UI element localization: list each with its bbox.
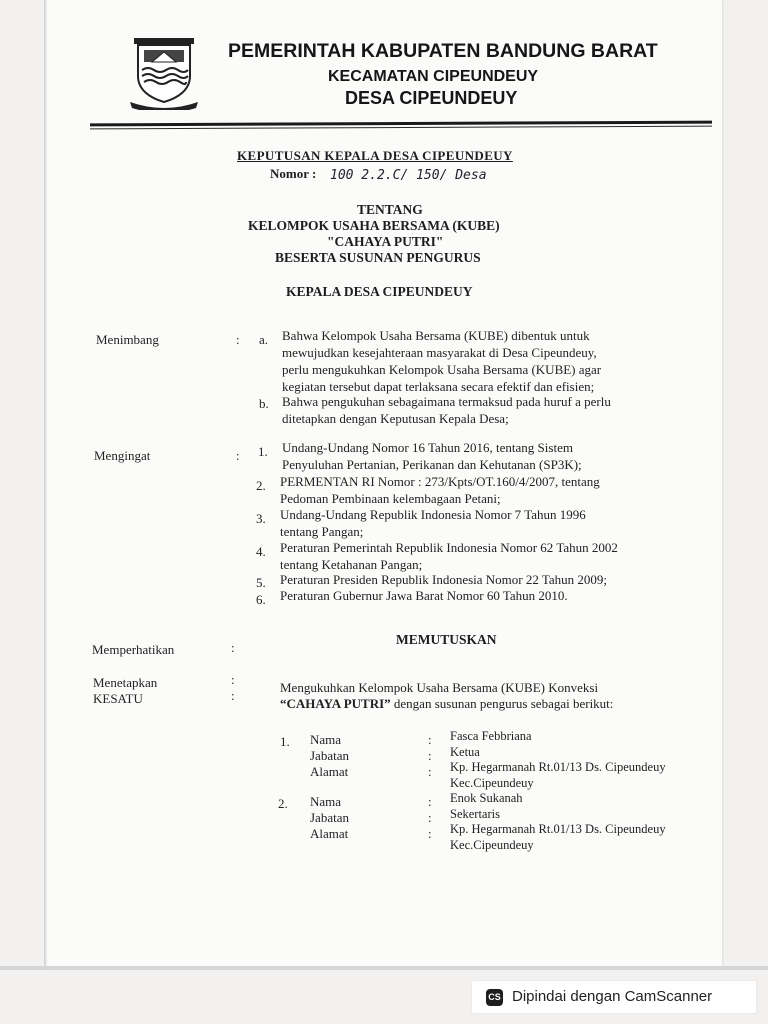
letterhead-line2: KECAMATAN CIPEUNDEUY <box>328 68 539 85</box>
mengingat-item-number: 5. <box>256 575 266 590</box>
kabupaten-emblem-icon <box>130 36 198 110</box>
camscanner-watermark <box>472 981 756 1013</box>
pengurus-number: 2. <box>278 796 288 811</box>
pengurus-colon: : <box>428 764 432 779</box>
pengurus-jabatan-label: Jabatan <box>310 748 349 763</box>
pengurus-alamat-label: Alamat <box>310 826 349 841</box>
mengingat-item-number: 1. <box>258 444 268 459</box>
menimbang-a-line1: Bahwa Kelompok Usaha Bersama (KUBE) dibentuk untuk <box>282 328 590 343</box>
menimbang-colon: : <box>236 332 240 347</box>
mengingat-item-line1: Peraturan Gubernur Jawa Barat Nomor 60 Tahun 2010. <box>280 588 568 603</box>
authority-heading: KEPALA DESA CIPEUNDEUY <box>286 284 473 299</box>
menimbang-b-line2: ditetapkan dengan Keputusan Kepala Desa; <box>282 411 509 426</box>
menimbang-a-line4: kegiatan tersebut dapat terlaksana secara efektif dan efisien; <box>282 379 595 394</box>
pengurus-nama-label: Nama <box>310 732 342 747</box>
pengurus-nama: Fasca Febbriana <box>450 729 532 743</box>
page-bottom-edge <box>0 966 768 970</box>
subject-line2: "CAHAYA PUTRI" <box>327 234 444 249</box>
mengingat-item-number: 3. <box>256 511 266 526</box>
memperhatikan-colon: : <box>231 640 235 655</box>
pengurus-alamat-line1: Kp. Hegarmanah Rt.01/13 Ds. Cipeundeuy <box>450 822 666 836</box>
memperhatikan-label: Memperhatikan <box>92 642 175 657</box>
pengurus-nama-label: Nama <box>310 794 342 809</box>
mengingat-item-line1: PERMENTAN RI Nomor : 273/Kpts/OT.160/4/2007, tentang <box>280 474 600 489</box>
subject-line1: KELOMPOK USAHA BERSAMA (KUBE) <box>248 218 500 233</box>
pengurus-nama: Enok Sukanah <box>450 791 523 805</box>
pengurus-jabatan: Ketua <box>450 745 480 759</box>
letterhead-line1: PEMERINTAH KABUPATEN BANDUNG BARAT <box>228 40 658 62</box>
tentang-heading: TENTANG <box>357 202 423 217</box>
pengurus-alamat-label: Alamat <box>310 764 349 779</box>
pengurus-colon: : <box>428 810 432 825</box>
mengingat-item-line1: Peraturan Pemerintah Republik Indonesia Nomor 62 Tahun 2002 <box>280 540 618 555</box>
mengingat-colon: : <box>236 448 240 463</box>
pengurus-jabatan-label: Jabatan <box>310 810 349 825</box>
mengingat-item-line1: Peraturan Presiden Republik Indonesia Nomor 22 Tahun 2009; <box>280 572 608 587</box>
menimbang-a-marker: a. <box>259 332 269 347</box>
pengurus-colon: : <box>428 748 432 763</box>
mengingat-item-number: 2. <box>256 478 266 493</box>
pengurus-colon: : <box>428 826 432 841</box>
pengurus-alamat-line2: Kec.Cipeundeuy <box>450 838 534 852</box>
pengurus-jabatan: Sekertaris <box>450 807 500 821</box>
mengingat-item-number: 6. <box>256 592 266 607</box>
pengurus-number: 1. <box>280 734 290 749</box>
kesatu-line2 <box>280 696 613 712</box>
decree-title: KEPUTUSAN KEPALA DESA CIPEUNDEUY <box>237 148 513 163</box>
menimbang-b-line1: Bahwa pengukuhan sebagaimana termaksud pada huruf a perlu <box>282 394 611 409</box>
pengurus-alamat-line2: Kec.Cipeundeuy <box>450 776 534 790</box>
decree-number-handwritten: 100 2.2.C/ 150/ Desa <box>330 168 487 183</box>
decree-number-label: Nomor : <box>270 166 317 181</box>
scan-edge <box>44 0 47 968</box>
mengingat-item-number: 4. <box>256 544 266 559</box>
mengingat-item-line1: Undang-Undang Nomor 16 Tahun 2016, tentang Sistem <box>282 440 573 455</box>
kesatu-label: KESATU <box>93 691 143 706</box>
pengurus-colon: : <box>428 732 432 747</box>
letterhead-line3: DESA CIPEUNDEUY <box>345 88 518 108</box>
mengingat-item-line2: Penyuluhan Pertanian, Perikanan dan Kehutanan (SP3K); <box>282 457 582 472</box>
mengingat-item-line1: Undang-Undang Republik Indonesia Nomor 7 Tahun 1996 <box>280 507 586 522</box>
menimbang-a-line2: mewujudkan kesejahteraan masyarakat di Desa Cipeundeuy, <box>282 345 597 360</box>
menimbang-b-marker: b. <box>259 396 269 411</box>
kesatu-line2-rest: dengan susunan pengurus sebagai berikut: <box>390 696 614 711</box>
mengingat-item-line2: tentang Pangan; <box>280 524 364 539</box>
camscanner-label: Dipindai dengan CamScanner <box>512 988 713 1005</box>
camscanner-logo-icon: CS <box>486 989 503 1006</box>
mengingat-item-line2: tentang Ketahanan Pangan; <box>280 557 423 572</box>
pengurus-colon: : <box>428 794 432 809</box>
kesatu-line1: Mengukuhkan Kelompok Usaha Bersama (KUBE) Konveksi <box>280 680 599 695</box>
pengurus-alamat-line1: Kp. Hegarmanah Rt.01/13 Ds. Cipeundeuy <box>450 760 666 774</box>
mengingat-item-line2: Pedoman Pembinaan kelembagaan Petani; <box>280 491 501 506</box>
kube-name: “CAHAYA PUTRI” <box>280 696 391 711</box>
kesatu-colon: : <box>231 688 235 703</box>
subject-line3: BESERTA SUSUNAN PENGURUS <box>275 250 481 265</box>
menimbang-a-line3: perlu mengukuhkan Kelompok Usaha Bersama (KUBE) agar <box>282 362 602 377</box>
menetapkan-colon: : <box>231 672 235 687</box>
menetapkan-label: Menetapkan <box>93 675 158 690</box>
memutuskan-heading: MEMUTUSKAN <box>396 632 497 647</box>
mengingat-label: Mengingat <box>94 448 151 463</box>
menimbang-label: Menimbang <box>96 332 159 347</box>
